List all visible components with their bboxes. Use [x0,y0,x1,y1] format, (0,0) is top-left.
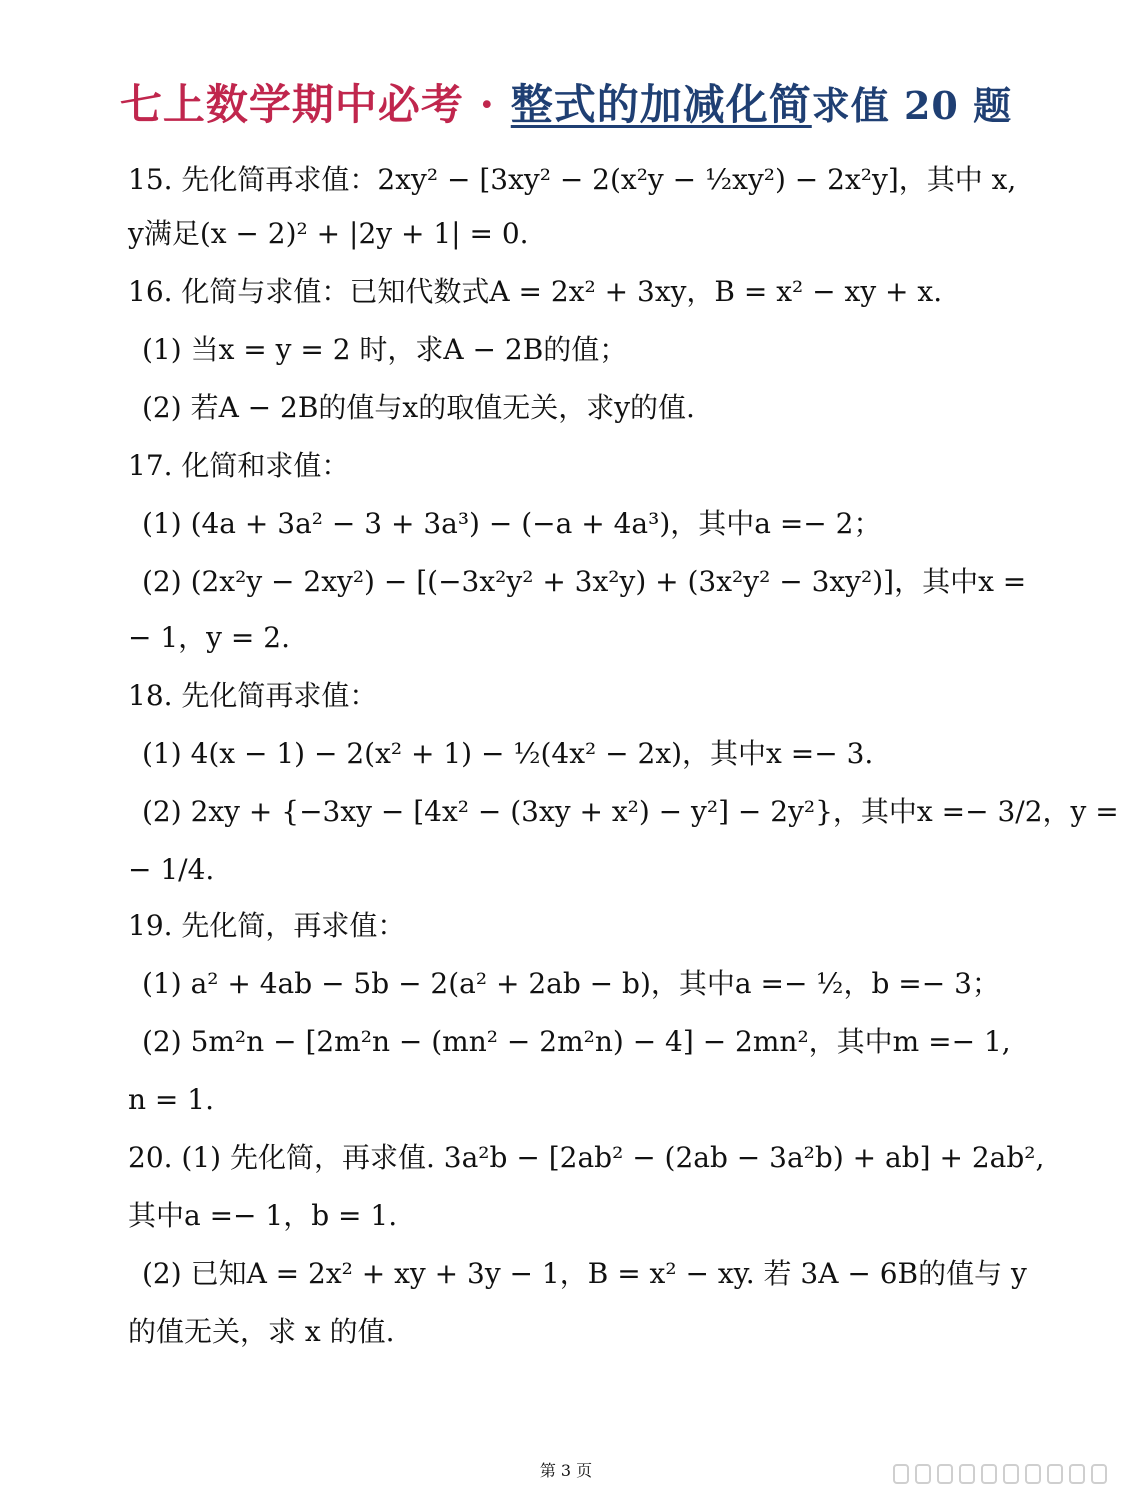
bars-graphic [890,1462,1110,1486]
problem-line: (1) (4a + 3a² − 3 + 3a³) − (−a + 4a³)，其中a =− 2； [142,507,882,540]
problem-line: (2) 5m²n − [2m²n − (mn² − 2m²n) − 4] − 2mn²，其中m =− 1, [142,1025,1011,1058]
problem-line: 18. 先化简再求值： [128,679,378,712]
problem-line: y满足(x − 2)² + |2y + 1| = 0. [128,217,529,250]
title-part-2 [511,80,812,129]
problem-line: (2) (2x²y − 2xy²) − [(−3x²y² + 3x²y) + (3x²y² − 3xy²)]，其中x = [142,565,1027,598]
problem-line: − 1，y = 2. [128,621,290,654]
page-number: 第 3 页 [539,1461,593,1480]
problem-line: (2) 若A − 2B的值与x的取值无关，求y的值. [142,391,695,424]
problem-line: (2) 已知A = 2x² + xy + 3y − 1，B = x² − xy. 若 3A − 6B的值与 y [142,1257,1027,1290]
problem-line: 17. 化简和求值： [128,449,350,482]
problem-line: 20. (1) 先化简，再求值. 3a²b − [2ab² − (2ab − 3a²b) + ab] + 2ab², [128,1141,1045,1174]
problem-line: 其中a =− 1，b = 1. [128,1199,398,1232]
problem-line: 19. 先化简，再求值： [128,909,406,942]
problem-line: (1) 当x = y = 2 时，求A − 2B的值； [142,333,628,366]
watermark-bars-icon [890,1462,1110,1486]
title-part-3: 求值 20 题 [811,83,1013,128]
problem-line: (2) 2xy + {−3xy − [4x² − (3xy + x²) − y²] − 2y²}，其中x =− 3/2，y = [142,795,1119,828]
problem-line: (1) a² + 4ab − 5b − 2(a² + 2ab − b)，其中a =− ½，b =− 3； [142,967,1000,1000]
problem-line: n = 1. [128,1083,215,1116]
title-part-1: 七上数学期中必考 · [119,80,511,129]
title-underlined: 整式的加减化简 [510,80,812,129]
problem-line: 15. 先化简再求值：2xy² − [3xy² − 2(x²y − ½xy²) − 2x²y]，其中 x, [128,163,1017,196]
problem-line: − 1/4. [128,853,215,886]
problem-line: 的值无关，求 x 的值. [128,1315,395,1348]
problem-line: (1) 4(x − 1) − 2(x² + 1) − ½(4x² − 2x)，其中x =− 3. [142,737,874,770]
page-title [0,72,1132,132]
problem-line: 16. 化简与求值：已知代数式A = 2x² + 3xy，B = x² − xy + x. [128,275,943,308]
